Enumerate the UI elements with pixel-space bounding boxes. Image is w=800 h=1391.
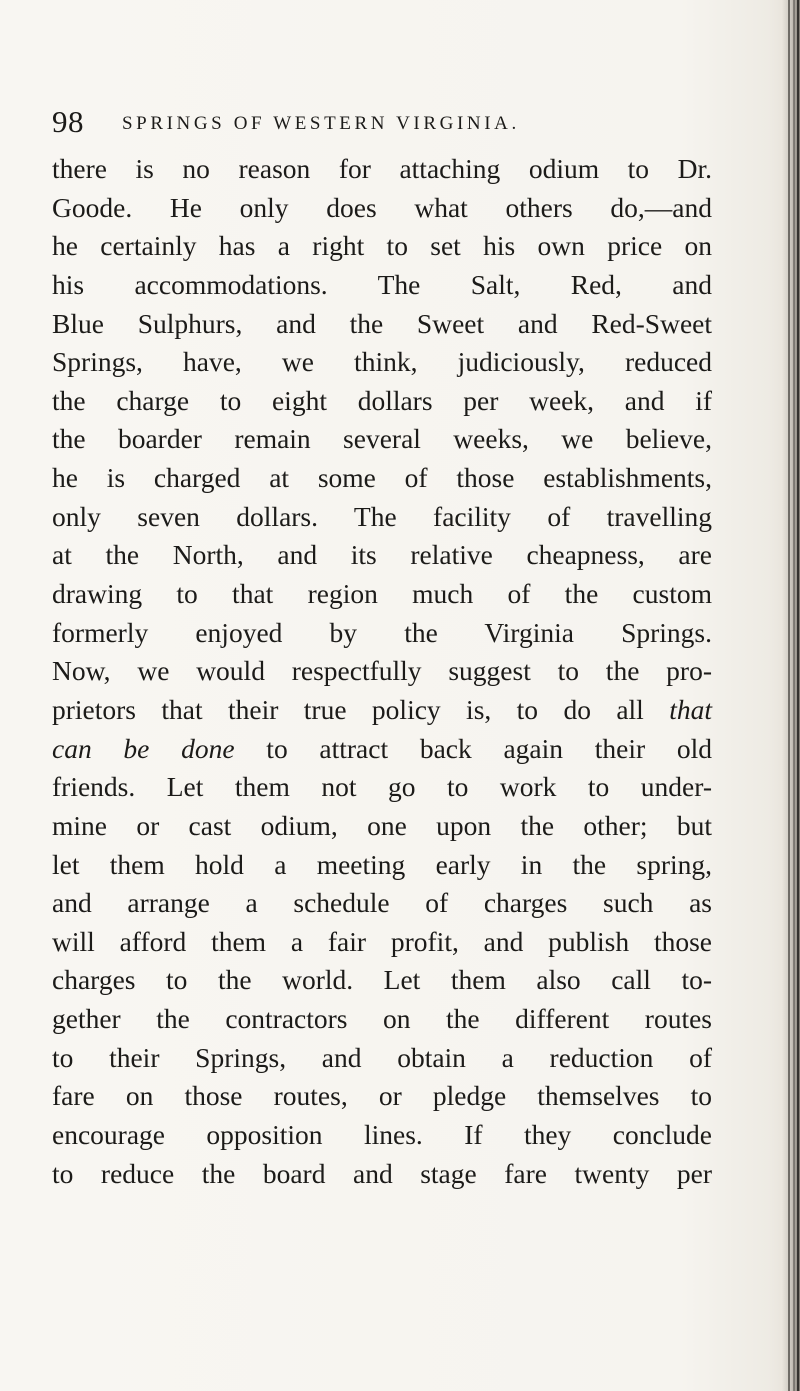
text-line: to their Springs, and obtain a reduction of [52,1041,712,1073]
italic-emphasis: that [669,693,712,725]
page-edge-line [788,0,790,1391]
text-line: drawing to that region much of the custom [52,578,712,610]
text-line: and arrange a schedule of charges such as [52,887,712,919]
text-line: Goode. He only does what others do,—and [52,191,712,223]
text-line: at the North, and its relative cheapness, are [52,539,712,571]
text-line: there is no reason for attaching odium to Dr. [52,153,712,184]
text-segment: prietors that their true policy is, to do all [52,693,670,725]
text-line: fare on those routes, or pledge themselves to [52,1080,712,1112]
text-line: charges to the world. Let them also call to- [52,964,712,996]
text-line: the charge to eight dollars per week, and if [52,384,712,416]
text-line: gether the contractors on the different routes [52,1003,712,1035]
text-line: Now, we would respectfully suggest to the pro- [52,655,712,687]
text-line: will afford them a fair profit, and publish those [52,925,712,957]
page-header [52,102,752,142]
text-line: Blue Sulphurs, and the Sweet and Red-Sweet [52,307,712,339]
text-line: let them hold a meeting early in the spring, [52,848,712,880]
text-line: only seven dollars. The facility of travelling [52,500,712,532]
text-line: the boarder remain several weeks, we believe, [52,423,712,455]
text-line: encourage opposition lines. If they conclude [52,1119,712,1151]
text-line: friends. Let them not go to work to under- [52,771,712,803]
italic-emphasis: can be done [52,732,235,764]
text-line-with-italic [52,691,712,730]
body-text [52,150,712,1193]
page-edge-line [797,0,799,1391]
text-line: to reduce the board and stage fare twenty per [52,1157,712,1189]
text-line: formerly enjoyed by the Virginia Springs. [52,616,712,648]
text-line-with-italic [52,730,712,769]
text-line: his accommodations. The Salt, Red, and [52,268,712,300]
text-segment: to attract back again their old [234,732,712,764]
running-head: SPRINGS OF WESTERN VIRGINIA. [122,113,520,134]
page-number: 98 [52,104,84,139]
page-edge-line [793,0,795,1391]
text-line: mine or cast odium, one upon the other; but [52,809,712,841]
text-line: he is charged at some of those establishments, [52,462,712,494]
text-line: Springs, have, we think, judiciously, reduced [52,346,712,378]
text-line: he certainly has a right to set his own price on [52,230,712,262]
